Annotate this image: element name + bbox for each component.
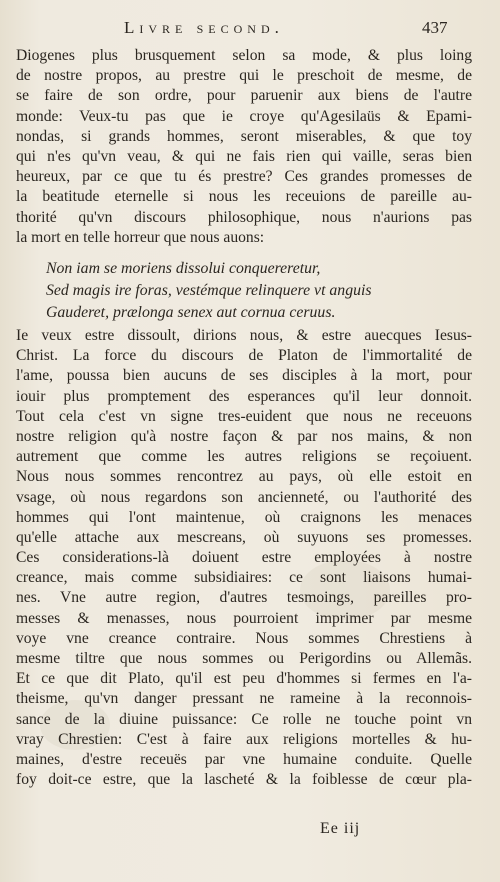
paragraph1-line: la mort en telle horreur que nous auons: <box>16 228 265 246</box>
paragraph2-line: Ces considerations-là doiuent estre employées à nostre <box>16 549 472 567</box>
paragraph1-line: se faire de son ordre, pour paruenir aux biens de l'autre <box>16 87 472 105</box>
paragraph2-line: foy doit-ce estre, que la lascheté & la foiblesse de cœur pla- <box>16 771 472 789</box>
paragraph1-line: Diogenes plus brusquement selon sa mode, & plus loing <box>16 47 472 64</box>
paragraph2-line: iouir plus promptement des esperances qu'il leur donnoit. <box>16 387 472 405</box>
paragraph2-line: Et ce que dit Plato, qu'il est peu d'hommes si fermes en l'a- <box>16 670 472 688</box>
paragraph2-line: qu'elle attache aux mescreans, où suyuons ses promesses. <box>16 528 472 546</box>
paragraph1-line: thorité qu'vn discours philosophique, nous n'aurions pas <box>16 208 472 226</box>
paragraph2-line: Nous nous sommes rencontrez au pays, où elle estoit en <box>16 468 472 486</box>
paragraph1-line: de nostre propos, au prestre qui le preschoit de mesme, de <box>16 67 472 85</box>
paragraph2-line: hommes qui l'ont maintenue, où craignons les menaces <box>16 508 472 526</box>
latin-verse-quote <box>46 258 426 324</box>
paragraph2-line: Christ. La force du discours de Platon de l'immortalité de <box>16 347 472 365</box>
paragraph1-line: heureux, par ce que tu és prestre? Ces grandes promesses de <box>16 168 472 186</box>
running-head: Livre second. <box>124 18 284 37</box>
paragraph2-line: theisme, qu'vn danger pressant ne rameine à la reconnois- <box>16 690 472 708</box>
signature-mark: Ee iij <box>320 820 361 837</box>
paragraph2-line: Ie veux estre dissoult, dirions nous, & estre auecques Iesus- <box>16 327 472 344</box>
paragraph-2 <box>16 326 472 790</box>
verse-line: Gauderet, prælonga senex aut cornua ceruus. <box>46 304 336 321</box>
paragraph-1 <box>16 46 472 248</box>
paragraph2-line: Tout cela c'est vn signe tres-euident que nous ne receuons <box>16 407 472 425</box>
paragraph2-line: l'ame, poussa bien aucuns de ses disciples à la mort, pour <box>16 367 472 385</box>
page-header <box>0 18 500 44</box>
paragraph2-line: vsage, où nous regardons son ancienneté, ou l'authorité des <box>16 488 472 506</box>
paragraph1-line: monde: Veux-tu pas que ie croye qu'Agesilaüs & Epami- <box>16 107 472 125</box>
verse-line: Sed magis ire foras, vestémque relinquere vt anguis <box>46 282 372 299</box>
page-number: 437 <box>422 18 448 37</box>
paragraph2-line: autrement que comme les autres religions se reçoiuent. <box>16 448 472 466</box>
paragraph2-line: nes. Vne autre region, d'autres tesmoings, pareilles pro- <box>16 589 472 607</box>
paragraph2-line: voye vne creance contraire. Nous sommes Chrestiens à <box>16 629 472 647</box>
paragraph2-line: creance, mais comme subsidiaires: ce sont liaisons humai- <box>16 569 472 587</box>
paragraph2-line: messes & menasses, nous pourroient imprimer par mesme <box>16 609 472 627</box>
paragraph1-line: qui n'es qu'vn veau, & qui ne fais rien qui vaille, seras bien <box>16 147 472 165</box>
verse-line: Non iam se moriens dissolui conquereretur, <box>46 260 321 277</box>
paragraph2-line: nostre religion qu'à nostre façon & par nos mains, & non <box>16 427 472 445</box>
paragraph1-line: la beatitude eternelle si nous les receuions de pareille au- <box>16 188 472 206</box>
paragraph2-line: maines, d'estre receuës par vne humaine conduite. Quelle <box>16 750 472 768</box>
paragraph2-line: mesme tiltre que nous sommes ou Perigordins ou Allemãs. <box>16 650 472 667</box>
paragraph2-line: vray Chrestien: C'est à faire aux religions mortelles & hu- <box>16 730 472 748</box>
paragraph1-line: nondas, si grands hommes, seront miserables, & que toy <box>16 127 472 145</box>
paragraph2-line: sance de la diuine puissance: Ce rolle ne touche point vn <box>16 710 472 728</box>
